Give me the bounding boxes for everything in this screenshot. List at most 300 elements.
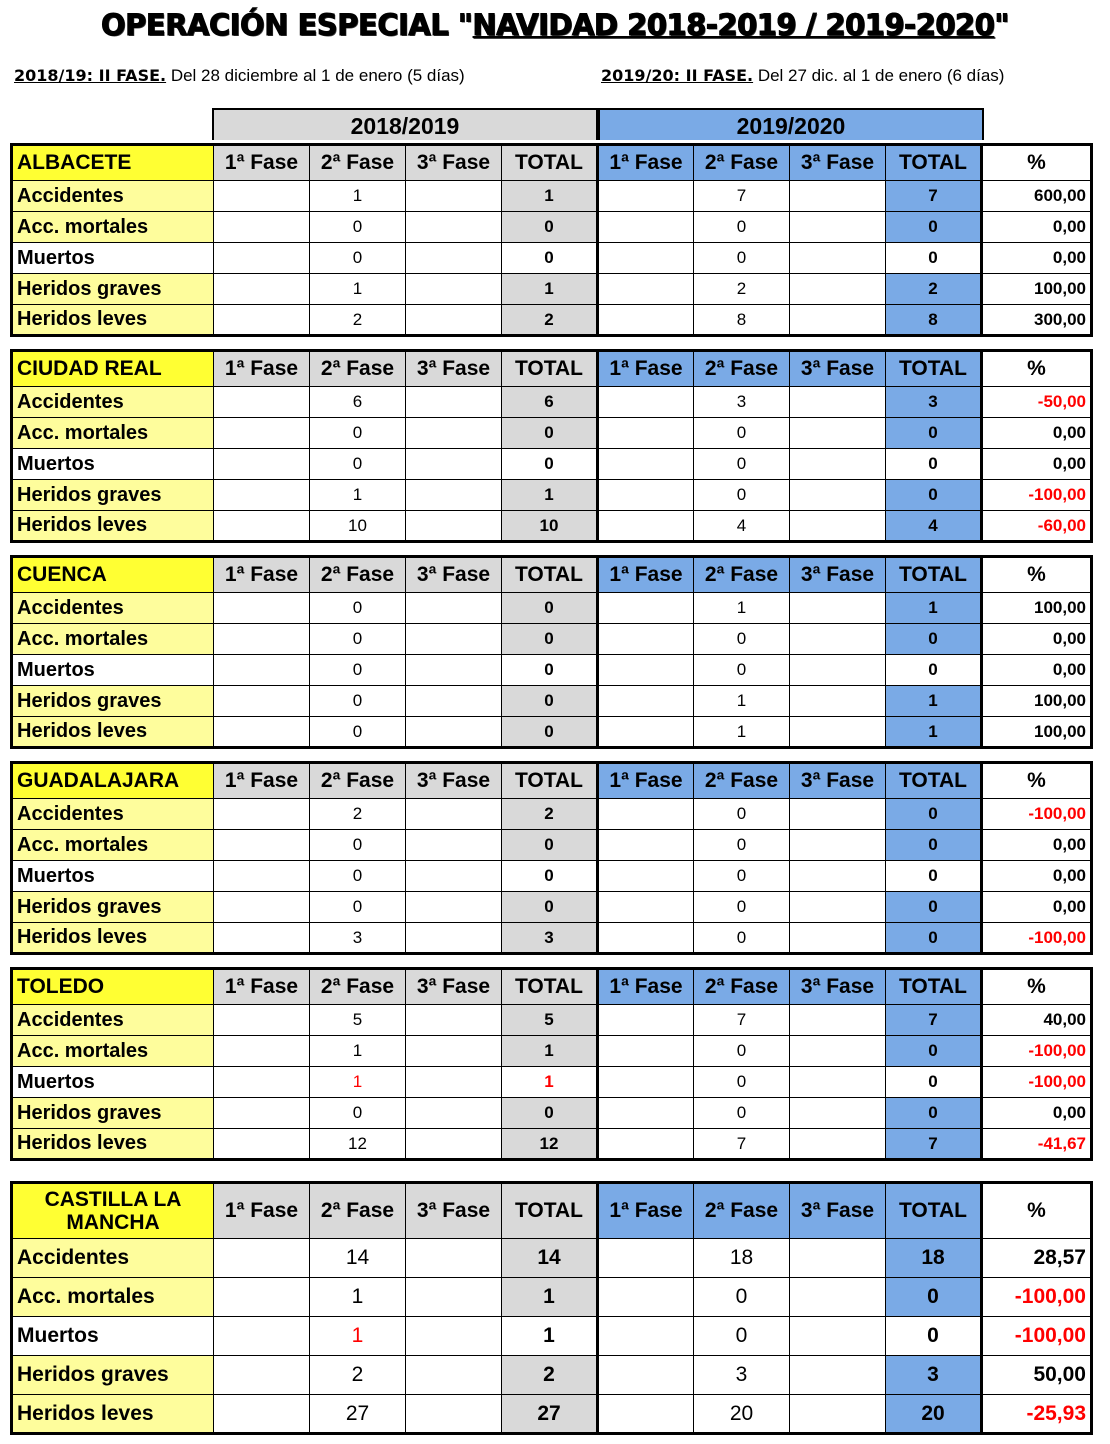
row-label: Acc. mortales (12, 1278, 214, 1317)
column-header: 1ª Fase (598, 1183, 694, 1239)
cell-f2b: 1 (694, 717, 790, 748)
cell-f1b (598, 387, 694, 418)
cell-f3a (406, 305, 502, 336)
cell-pct: -100,00 (982, 799, 1092, 830)
table-row (12, 799, 1092, 830)
cell-f3b (790, 387, 886, 418)
cell-f1a (214, 923, 310, 954)
cell-f1b (598, 1395, 694, 1434)
table-row (12, 1129, 1092, 1160)
cell-f1a (214, 1067, 310, 1098)
table-row (12, 181, 1092, 212)
cell-f1b (598, 449, 694, 480)
cell-ta: 0 (502, 593, 598, 624)
cell-f3b (790, 449, 886, 480)
period-2018-19 (14, 66, 465, 86)
cell-f3a (406, 1005, 502, 1036)
table-row (12, 593, 1092, 624)
cell-pct: -100,00 (982, 1317, 1092, 1356)
cell-tb: 0 (886, 1036, 982, 1067)
cell-pct: 100,00 (982, 274, 1092, 305)
cell-f2a: 5 (310, 1005, 406, 1036)
cell-f1b (598, 655, 694, 686)
cell-f2a: 1 (310, 1036, 406, 1067)
cell-f3b (790, 418, 886, 449)
table-row (12, 1317, 1092, 1356)
table-row (12, 387, 1092, 418)
cell-f1a (214, 1356, 310, 1395)
cell-f3a (406, 1395, 502, 1434)
cell-f3b (790, 212, 886, 243)
column-header: 2ª Fase (694, 557, 790, 593)
cell-tb: 0 (886, 923, 982, 954)
cell-f3a (406, 387, 502, 418)
cell-f1a (214, 1395, 310, 1434)
cell-f2b: 0 (694, 892, 790, 923)
cell-ta: 2 (502, 305, 598, 336)
cell-f2b: 0 (694, 212, 790, 243)
table-row (12, 1278, 1092, 1317)
column-header: 2ª Fase (310, 557, 406, 593)
cell-f1a (214, 1098, 310, 1129)
cell-f1a (214, 1317, 310, 1356)
cell-f3b (790, 799, 886, 830)
cell-ta: 1 (502, 1036, 598, 1067)
cell-ta: 1 (502, 1067, 598, 1098)
cell-f3b (790, 892, 886, 923)
cell-f1a (214, 305, 310, 336)
cell-f1a (214, 243, 310, 274)
cell-f2a: 1 (310, 480, 406, 511)
cell-f1b (598, 243, 694, 274)
region-table (10, 555, 1093, 749)
cell-tb: 0 (886, 418, 982, 449)
table-row (12, 923, 1092, 954)
region-name: CIUDAD REAL (12, 351, 214, 387)
cell-f3a (406, 480, 502, 511)
cell-ta: 3 (502, 923, 598, 954)
row-label: Accidentes (12, 799, 214, 830)
table-row (12, 305, 1092, 336)
row-label: Heridos leves (12, 923, 214, 954)
cell-pct: 0,00 (982, 243, 1092, 274)
cell-f1a (214, 387, 310, 418)
cell-f2a: 0 (310, 686, 406, 717)
cell-f1a (214, 449, 310, 480)
cell-f3b (790, 686, 886, 717)
cell-f2a: 0 (310, 830, 406, 861)
cell-f3b (790, 717, 886, 748)
table-row (12, 686, 1092, 717)
cell-f2a: 1 (310, 181, 406, 212)
cell-ta: 0 (502, 892, 598, 923)
cell-tb: 0 (886, 243, 982, 274)
row-label: Accidentes (12, 387, 214, 418)
cell-f3a (406, 1098, 502, 1129)
cell-pct: 100,00 (982, 593, 1092, 624)
cell-tb: 0 (886, 624, 982, 655)
cell-ta: 0 (502, 861, 598, 892)
cell-tb: 8 (886, 305, 982, 336)
cell-f3b (790, 1317, 886, 1356)
column-header: 3ª Fase (790, 1183, 886, 1239)
column-header: % (982, 351, 1092, 387)
cell-f1b (598, 305, 694, 336)
cell-f3a (406, 274, 502, 305)
column-header: TOTAL (886, 1183, 982, 1239)
cell-f1b (598, 1098, 694, 1129)
row-label: Accidentes (12, 1005, 214, 1036)
cell-f1a (214, 418, 310, 449)
cell-f2a: 6 (310, 387, 406, 418)
cell-f2b: 0 (694, 1317, 790, 1356)
cell-f2a: 27 (310, 1395, 406, 1434)
cell-f2b: 20 (694, 1395, 790, 1434)
cell-tb: 4 (886, 511, 982, 542)
cell-f1b (598, 1005, 694, 1036)
cell-tb: 0 (886, 1098, 982, 1129)
column-header: 1ª Fase (214, 969, 310, 1005)
cell-f2b: 0 (694, 480, 790, 511)
column-header: TOTAL (886, 557, 982, 593)
cell-ta: 2 (502, 799, 598, 830)
cell-f1a (214, 181, 310, 212)
cell-f2b: 2 (694, 274, 790, 305)
column-header: TOTAL (886, 351, 982, 387)
table-row (12, 1036, 1092, 1067)
cell-f1b (598, 274, 694, 305)
cell-f2a: 1 (310, 1067, 406, 1098)
cell-f3b (790, 655, 886, 686)
cell-ta: 0 (502, 655, 598, 686)
cell-f3b (790, 305, 886, 336)
column-header: 3ª Fase (406, 145, 502, 181)
cell-f1b (598, 799, 694, 830)
cell-f2a: 10 (310, 511, 406, 542)
cell-f1a (214, 1278, 310, 1317)
cell-pct: -100,00 (982, 1278, 1092, 1317)
column-header: TOTAL (502, 1183, 598, 1239)
cell-f3b (790, 243, 886, 274)
row-label: Heridos leves (12, 1129, 214, 1160)
column-header: 1ª Fase (598, 763, 694, 799)
cell-ta: 1 (502, 181, 598, 212)
column-header: 2ª Fase (310, 1183, 406, 1239)
cell-tb: 1 (886, 686, 982, 717)
cell-f1b (598, 624, 694, 655)
column-header: TOTAL (502, 969, 598, 1005)
column-header: 1ª Fase (214, 145, 310, 181)
cell-tb: 0 (886, 892, 982, 923)
column-header: 2ª Fase (694, 351, 790, 387)
table-row (12, 655, 1092, 686)
cell-f2b: 8 (694, 305, 790, 336)
cell-f3a (406, 799, 502, 830)
cell-f2a: 1 (310, 274, 406, 305)
cell-f1a (214, 892, 310, 923)
row-label: Heridos graves (12, 1098, 214, 1129)
row-label: Acc. mortales (12, 624, 214, 655)
row-label: Heridos graves (12, 1356, 214, 1395)
cell-f3b (790, 624, 886, 655)
column-header: TOTAL (886, 969, 982, 1005)
cell-f3b (790, 861, 886, 892)
cell-f2a: 0 (310, 624, 406, 655)
region-table (10, 967, 1093, 1161)
cell-f2b: 0 (694, 1098, 790, 1129)
table-row (12, 511, 1092, 542)
table-row (12, 1005, 1092, 1036)
row-label: Heridos graves (12, 892, 214, 923)
cell-f1a (214, 1239, 310, 1278)
cell-f3a (406, 717, 502, 748)
cell-ta: 27 (502, 1395, 598, 1434)
cell-tb: 0 (886, 830, 982, 861)
cell-f2a: 14 (310, 1239, 406, 1278)
cell-f3a (406, 593, 502, 624)
cell-tb: 0 (886, 799, 982, 830)
column-header: 2ª Fase (694, 969, 790, 1005)
cell-f3b (790, 1395, 886, 1434)
table-row (12, 243, 1092, 274)
cell-f2b: 18 (694, 1239, 790, 1278)
cell-f1b (598, 1356, 694, 1395)
cell-ta: 12 (502, 1129, 598, 1160)
column-header: 3ª Fase (790, 557, 886, 593)
total-table (10, 1181, 1093, 1435)
cell-tb: 20 (886, 1395, 982, 1434)
title-suffix: " (994, 8, 1010, 42)
cell-f3a (406, 861, 502, 892)
column-header: 2ª Fase (310, 969, 406, 1005)
cell-tb: 1 (886, 717, 982, 748)
cell-ta: 1 (502, 480, 598, 511)
cell-f1a (214, 1129, 310, 1160)
year-header-2018-2019: 2018/2019 (212, 108, 598, 140)
cell-pct: 40,00 (982, 1005, 1092, 1036)
cell-f3b (790, 274, 886, 305)
cell-pct: -100,00 (982, 1067, 1092, 1098)
cell-f3b (790, 1036, 886, 1067)
column-header: 1ª Fase (214, 1183, 310, 1239)
cell-f1b (598, 686, 694, 717)
cell-f3a (406, 1239, 502, 1278)
page-title (0, 8, 1110, 42)
cell-f2a: 0 (310, 212, 406, 243)
cell-f3b (790, 830, 886, 861)
cell-pct: -100,00 (982, 480, 1092, 511)
cell-pct: 28,57 (982, 1239, 1092, 1278)
cell-f3b (790, 1067, 886, 1098)
period-subtitle (0, 66, 1110, 90)
cell-tb: 0 (886, 1278, 982, 1317)
column-header: 1ª Fase (598, 145, 694, 181)
cell-f1a (214, 1036, 310, 1067)
cell-tb: 0 (886, 212, 982, 243)
column-header: 2ª Fase (310, 145, 406, 181)
cell-f1a (214, 274, 310, 305)
cell-f2a: 0 (310, 593, 406, 624)
cell-f2b: 0 (694, 655, 790, 686)
cell-f2a: 0 (310, 717, 406, 748)
row-label: Heridos graves (12, 686, 214, 717)
cell-f1b (598, 1036, 694, 1067)
cell-f1a (214, 593, 310, 624)
cell-ta: 1 (502, 1278, 598, 1317)
row-label: Acc. mortales (12, 212, 214, 243)
cell-f2b: 0 (694, 1278, 790, 1317)
cell-f3a (406, 181, 502, 212)
table-row (12, 624, 1092, 655)
cell-pct: 100,00 (982, 686, 1092, 717)
cell-f2a: 0 (310, 418, 406, 449)
region-name: GUADALAJARA (12, 763, 214, 799)
cell-f2a: 0 (310, 243, 406, 274)
cell-f1a (214, 212, 310, 243)
cell-f2b: 1 (694, 593, 790, 624)
cell-f2b: 0 (694, 418, 790, 449)
cell-f3a (406, 1356, 502, 1395)
column-header: 3ª Fase (790, 969, 886, 1005)
cell-f1a (214, 830, 310, 861)
row-label: Heridos graves (12, 480, 214, 511)
cell-f1b (598, 1317, 694, 1356)
region-table (10, 349, 1093, 543)
table-header-row (12, 557, 1092, 593)
row-label: Acc. mortales (12, 1036, 214, 1067)
cell-ta: 0 (502, 717, 598, 748)
table-header-row (12, 1183, 1092, 1239)
cell-pct: -50,00 (982, 387, 1092, 418)
cell-f3a (406, 511, 502, 542)
column-header: 3ª Fase (406, 1183, 502, 1239)
cell-tb: 3 (886, 1356, 982, 1395)
cell-f3b (790, 1098, 886, 1129)
cell-f3a (406, 655, 502, 686)
region-name: CASTILLA LA MANCHA (12, 1183, 214, 1239)
title-underlined: NAVIDAD 2018-2019 / 2019-2020 (472, 8, 995, 42)
column-header: 1ª Fase (214, 351, 310, 387)
cell-f3b (790, 1239, 886, 1278)
column-header: 3ª Fase (790, 763, 886, 799)
cell-pct: 0,00 (982, 624, 1092, 655)
cell-f2b: 1 (694, 686, 790, 717)
cell-ta: 0 (502, 449, 598, 480)
cell-f2b: 3 (694, 1356, 790, 1395)
cell-pct: 0,00 (982, 212, 1092, 243)
cell-f3b (790, 1278, 886, 1317)
cell-f3a (406, 892, 502, 923)
cell-ta: 0 (502, 686, 598, 717)
cell-pct: 0,00 (982, 861, 1092, 892)
table-row (12, 830, 1092, 861)
table-header-row (12, 763, 1092, 799)
column-header: 1ª Fase (214, 557, 310, 593)
table-row (12, 1356, 1092, 1395)
cell-tb: 3 (886, 387, 982, 418)
cell-f1b (598, 830, 694, 861)
cell-ta: 0 (502, 624, 598, 655)
cell-f1b (598, 1239, 694, 1278)
cell-f1a (214, 480, 310, 511)
cell-tb: 0 (886, 655, 982, 686)
column-header: 1ª Fase (598, 351, 694, 387)
column-header: 1ª Fase (598, 969, 694, 1005)
column-header: 2ª Fase (694, 763, 790, 799)
cell-f3a (406, 1067, 502, 1098)
cell-f1b (598, 181, 694, 212)
table-row (12, 1239, 1092, 1278)
cell-f1b (598, 717, 694, 748)
cell-f2a: 0 (310, 1098, 406, 1129)
cell-f3a (406, 830, 502, 861)
cell-f2b: 0 (694, 830, 790, 861)
cell-pct: 0,00 (982, 892, 1092, 923)
row-label: Heridos leves (12, 511, 214, 542)
cell-f1a (214, 624, 310, 655)
cell-f3b (790, 181, 886, 212)
row-label: Heridos leves (12, 717, 214, 748)
cell-pct: 0,00 (982, 1098, 1092, 1129)
period-text-2018-19: Del 28 diciembre al 1 de enero (5 días) (166, 66, 465, 85)
cell-f1a (214, 1005, 310, 1036)
cell-pct: -100,00 (982, 1036, 1092, 1067)
row-label: Muertos (12, 655, 214, 686)
cell-ta: 10 (502, 511, 598, 542)
cell-f2b: 0 (694, 449, 790, 480)
cell-f1b (598, 593, 694, 624)
table-row (12, 418, 1092, 449)
cell-tb: 1 (886, 593, 982, 624)
cell-pct: -41,67 (982, 1129, 1092, 1160)
cell-pct: 0,00 (982, 655, 1092, 686)
cell-f2a: 1 (310, 1278, 406, 1317)
cell-ta: 0 (502, 830, 598, 861)
cell-f3a (406, 923, 502, 954)
cell-pct: 0,00 (982, 418, 1092, 449)
cell-f3b (790, 511, 886, 542)
cell-pct: -100,00 (982, 923, 1092, 954)
cell-f1b (598, 212, 694, 243)
cell-pct: 0,00 (982, 449, 1092, 480)
cell-tb: 7 (886, 1129, 982, 1160)
cell-f1b (598, 923, 694, 954)
cell-ta: 0 (502, 212, 598, 243)
phase-label-2019-20: 2019/20: II FASE. (601, 66, 754, 85)
table-row (12, 212, 1092, 243)
cell-f2b: 7 (694, 1129, 790, 1160)
cell-f3a (406, 243, 502, 274)
cell-f2a: 2 (310, 1356, 406, 1395)
row-label: Muertos (12, 1067, 214, 1098)
cell-f3a (406, 686, 502, 717)
row-label: Muertos (12, 1317, 214, 1356)
phase-label-2018-19: 2018/19: II FASE. (14, 66, 167, 85)
region-table (10, 143, 1093, 337)
cell-ta: 6 (502, 387, 598, 418)
cell-f3a (406, 418, 502, 449)
column-header: 1ª Fase (214, 763, 310, 799)
row-label: Heridos leves (12, 1395, 214, 1434)
row-label: Muertos (12, 861, 214, 892)
cell-f3a (406, 1278, 502, 1317)
cell-f2a: 1 (310, 1317, 406, 1356)
cell-tb: 0 (886, 1067, 982, 1098)
cell-f1a (214, 861, 310, 892)
cell-ta: 0 (502, 243, 598, 274)
table-row (12, 480, 1092, 511)
cell-tb: 18 (886, 1239, 982, 1278)
